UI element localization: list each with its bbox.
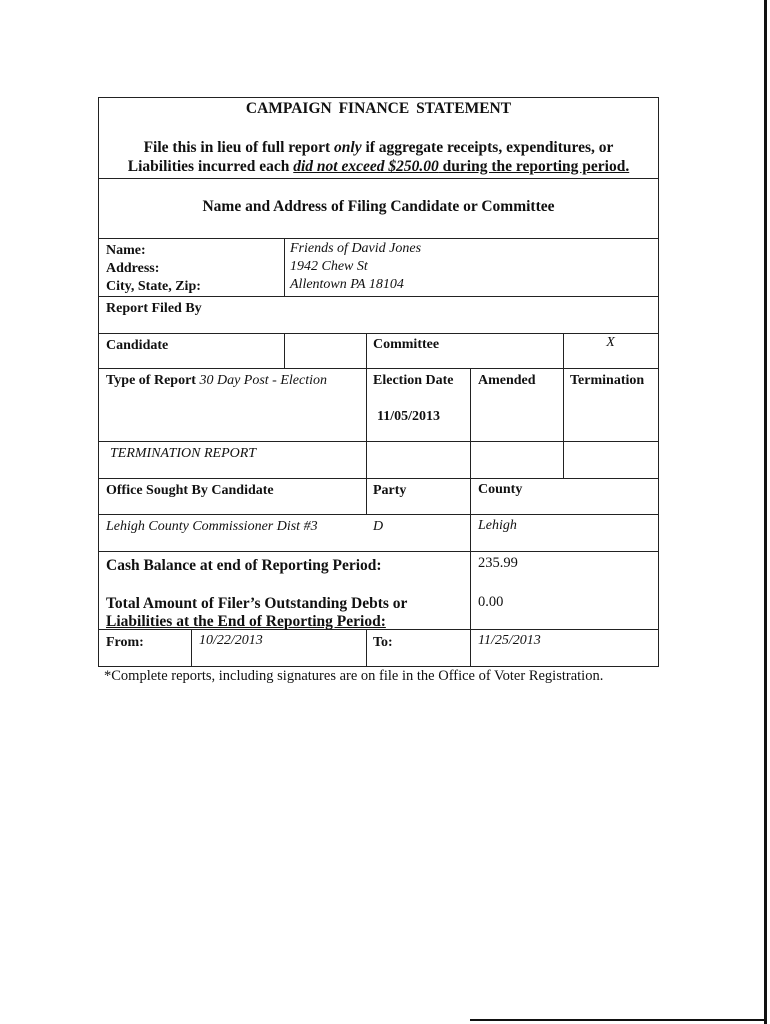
office-sought-label: Office Sought By Candidate — [106, 483, 274, 498]
name-value: Friends of David Jones — [290, 241, 422, 256]
rule — [98, 441, 659, 442]
form-title: CAMPAIGN FINANCE STATEMENT — [245, 100, 512, 117]
address-value: 1942 Chew St — [290, 259, 368, 274]
frame-top — [98, 97, 659, 98]
instruction-emphasis-limit: did not exceed $250.00 — [293, 158, 439, 175]
cash-balance-value: 235.99 — [478, 555, 518, 571]
committee-value: X — [606, 335, 615, 350]
debts-value: 0.00 — [478, 594, 504, 610]
debts-label-line-2: Liabilities at the End of Reporting Period: — [106, 613, 386, 630]
cash-balance-label: Cash Balance at end of Reporting Period: — [106, 557, 382, 574]
office-value: Lehigh County Commissioner Dist #3 — [106, 519, 318, 534]
frame-right — [658, 97, 659, 666]
rule — [366, 333, 367, 515]
election-date-label: Election Date — [373, 373, 454, 388]
party-value: D — [373, 519, 384, 534]
rule — [366, 629, 367, 666]
termination-label: Termination — [570, 373, 645, 388]
rule — [98, 368, 659, 369]
type-of-report-label: Type of Report — [106, 373, 196, 388]
scan-edge-right — [764, 0, 767, 1024]
committee-label: Committee — [373, 337, 440, 352]
amended-label: Amended — [478, 373, 536, 388]
rule — [98, 238, 659, 239]
rule — [98, 551, 659, 552]
candidate-label: Candidate — [106, 338, 169, 353]
county-label: County — [478, 482, 523, 497]
instruction-emphasis-only: only — [334, 139, 362, 156]
type-of-report-value: 30 Day Post - Election — [199, 373, 327, 388]
frame-bottom — [98, 666, 659, 667]
rule — [98, 296, 659, 297]
termination-report-note: TERMINATION REPORT — [110, 446, 257, 461]
rule — [470, 368, 471, 551]
instruction-line-1: File this in lieu of full report only if aggregate receipts, expenditures, or — [143, 139, 614, 156]
city-state-zip-value: Allentown PA 18104 — [290, 277, 404, 292]
report-filed-by-label: Report Filed By — [106, 301, 202, 316]
frame-left — [98, 97, 99, 666]
to-label: To: — [373, 635, 393, 650]
address-label: Address: — [106, 261, 160, 276]
election-date-value: 11/05/2013 — [377, 409, 441, 424]
section-heading: Name and Address of Filing Candidate or Committee — [202, 198, 555, 215]
rule — [563, 368, 564, 478]
to-value: 11/25/2013 — [478, 633, 541, 648]
rule — [284, 333, 285, 368]
from-value: 10/22/2013 — [199, 633, 263, 648]
rule — [284, 238, 285, 296]
type-of-report — [106, 372, 327, 389]
rule — [191, 629, 192, 666]
rule — [98, 514, 659, 515]
debts-label-line-1: Total Amount of Filer’s Outstanding Debts or — [106, 595, 408, 612]
instruction-line-2: Liabilities incurred each did not exceed $250.00 during the reporting period. — [127, 158, 630, 175]
footer-note: *Complete reports, including signatures are on file in the Office of Voter Registration. — [104, 668, 604, 684]
party-label: Party — [373, 483, 407, 498]
county-value: Lehigh — [478, 518, 517, 533]
name-label: Name: — [106, 243, 146, 258]
scan-edge-bottom — [470, 1019, 764, 1021]
rule — [98, 178, 659, 179]
rule — [470, 551, 471, 666]
rule — [98, 478, 659, 479]
city-state-zip-label: City, State, Zip: — [106, 279, 201, 294]
from-label: From: — [106, 635, 144, 650]
